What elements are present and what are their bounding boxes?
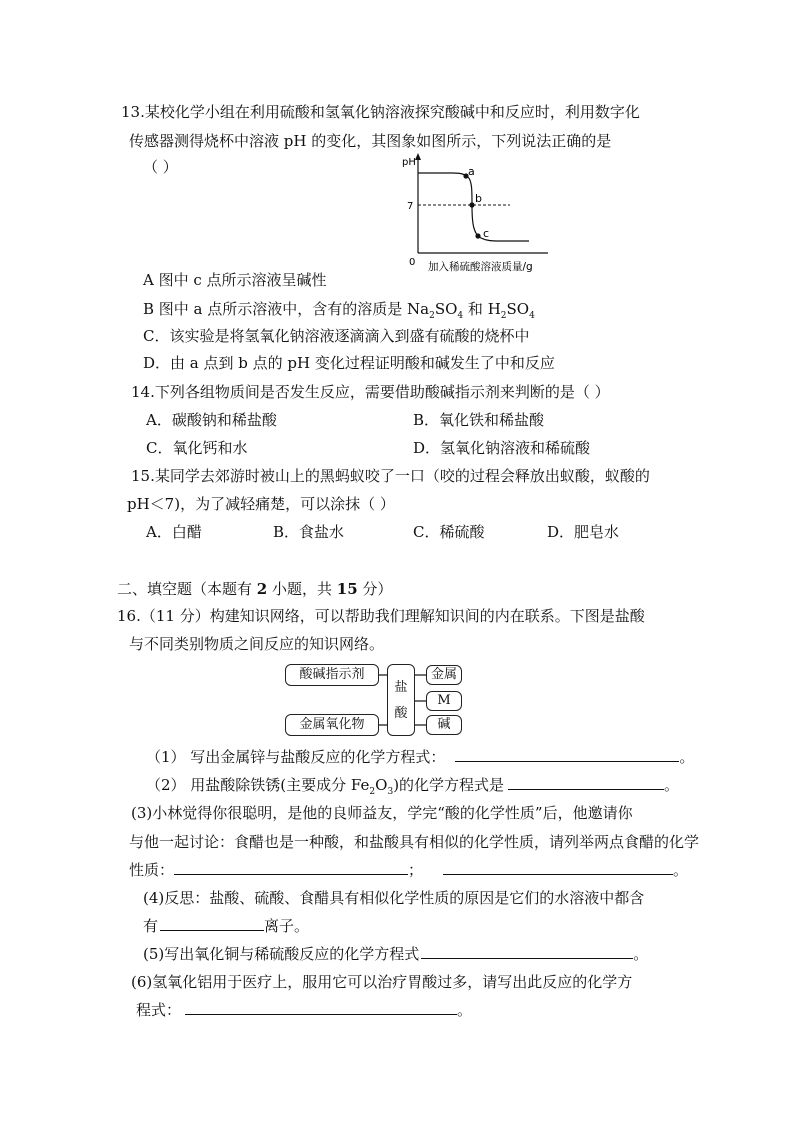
q13-stem-line1: 13.某校化学小组在利用硫酸和氢氧化钠溶液探究酸碱中和反应时，利用数字化 bbox=[121, 103, 640, 121]
q16-part-6-line1: (6)氢氧化铝用于医疗上，服用它可以治疗胃酸过多，请写出此反应的化学方 bbox=[131, 973, 633, 991]
q13-option-b bbox=[143, 298, 535, 327]
q16-part-3-blank-1[interactable] bbox=[174, 860, 408, 875]
q13-answer-paren: （ ） bbox=[143, 158, 178, 176]
q15-stem-line2: pH＜7)，为了减轻痛楚，可以涂抹（ ） bbox=[127, 495, 395, 513]
ph-chart-y-arrow bbox=[415, 153, 421, 160]
q16-part-1-blank[interactable] bbox=[455, 747, 679, 762]
q16-part-2-text-post: )的化学方程式是 bbox=[393, 776, 505, 794]
q16-part-5-text: (5)写出氧化铜与稀硫酸反应的化学方程式 bbox=[143, 945, 420, 963]
q16-stem-line1: 16.（11 分）构建知识网络，可以帮助我们理解知识间的内在联系。下图是盐酸 bbox=[117, 607, 645, 625]
ph-chart bbox=[398, 150, 558, 275]
q16-part-3-line1: (3)小林觉得你很聪明，是他的良师益友，学完“酸的化学性质”后，他邀请你 bbox=[131, 804, 633, 822]
network-hydrochloric-acid bbox=[387, 664, 415, 736]
q13-stem-line2: 传感器测得烧杯中溶液 pH 的变化，其图象如图所示，下列说法正确的是 bbox=[129, 132, 612, 150]
q16-part-3-line3 bbox=[129, 859, 688, 881]
network-metal-oxide: 金属氧化物 bbox=[285, 714, 379, 736]
q14-stem: 14.下列各组物质间是否发生反应，需要借助酸碱指示剂来判断的是（ ） bbox=[131, 383, 610, 401]
ph-chart-point-b bbox=[469, 202, 474, 207]
q15-option-b: B．食盐水 bbox=[273, 523, 345, 541]
q16-part-4-line2 bbox=[143, 915, 309, 937]
q14-option-c: C．氧化钙和水 bbox=[146, 439, 248, 457]
section-2-count: 2 bbox=[256, 580, 268, 598]
sub-4b: 4 bbox=[529, 311, 535, 321]
q16-part-2-blank[interactable] bbox=[508, 775, 664, 790]
formula-and: 和 H bbox=[463, 300, 501, 318]
ph-chart-label-c: c bbox=[483, 227, 490, 240]
q16-part-1 bbox=[146, 746, 694, 768]
q14-option-b: B．氧化铁和稀盐酸 bbox=[413, 411, 545, 429]
q16-part-2-end: 。 bbox=[664, 776, 680, 794]
q16-part-3-end: 。 bbox=[673, 861, 689, 879]
section-2-heading-pre: 二、填空题（本题有 bbox=[117, 580, 257, 598]
q16-part-6-line2 bbox=[136, 999, 472, 1021]
q16-part-4-blank[interactable] bbox=[160, 916, 264, 931]
q16-part-4-post: 离子。 bbox=[264, 917, 310, 935]
q13-option-d: D．由 a 点到 b 点的 pH 变化过程证明酸和碱发生了中和反应 bbox=[143, 354, 555, 372]
network-acid-base-indicator: 酸碱指示剂 bbox=[285, 664, 379, 686]
q16-part-5-end: 。 bbox=[633, 945, 649, 963]
network-base: 碱 bbox=[426, 715, 462, 735]
q14-option-d: D．氢氧化钠溶液和稀硫酸 bbox=[413, 439, 591, 457]
q13-option-b-text: B 图中 a 点所示溶液中，含有的溶质是 Na bbox=[143, 300, 430, 318]
ph-chart-xlabel: 加入稀硫酸溶液质量/g bbox=[428, 261, 533, 273]
q16-part-5 bbox=[143, 943, 648, 965]
ph-chart-label-b: b bbox=[475, 192, 482, 205]
q16-part-5-blank[interactable] bbox=[421, 944, 633, 959]
ph-chart-tick-7: 7 bbox=[407, 201, 414, 212]
q15-option-c: C．稀硫酸 bbox=[413, 523, 485, 541]
sub-4: 4 bbox=[457, 311, 464, 321]
q16-part-4-pre: 有 bbox=[143, 917, 159, 935]
sub-2c: 2 bbox=[369, 787, 376, 797]
formula-so2: SO bbox=[506, 300, 530, 318]
formula-o: O bbox=[375, 776, 388, 794]
sub-2: 2 bbox=[429, 311, 435, 321]
network-metal: 金属 bbox=[426, 665, 462, 685]
sub-3: 3 bbox=[387, 787, 394, 797]
q16-part-6-label: 程式： bbox=[136, 1001, 182, 1019]
section-2-points: 15 bbox=[336, 580, 358, 598]
q15-option-a: A．白醋 bbox=[146, 523, 202, 541]
network-acid-char-2: 酸 bbox=[394, 706, 408, 721]
q16-part-1-text: （1） 写出金属锌与盐酸反应的化学方程式： bbox=[146, 748, 446, 766]
q16-part-2 bbox=[146, 774, 679, 803]
q14-option-a: A．碳酸钠和稀盐酸 bbox=[146, 411, 277, 429]
ph-chart-ylabel: pH bbox=[402, 157, 416, 168]
section-2-heading bbox=[117, 578, 392, 600]
q16-part-2-text: （2） 用盐酸除铁锈(主要成分 Fe bbox=[146, 776, 370, 794]
q16-part-3-line2: 与他一起讨论：食醋也是一种酸，和盐酸具有相似的化学性质，请列举两点食醋的化学 bbox=[129, 833, 700, 851]
ph-chart-label-a: a bbox=[468, 165, 475, 178]
q16-part-4-line1: (4)反思：盐酸、硫酸、食醋具有相似化学性质的原因是它们的水溶液中都含 bbox=[143, 889, 645, 907]
q16-part-6-end: 。 bbox=[457, 1001, 473, 1019]
ph-chart-point-c bbox=[475, 233, 480, 238]
formula-so: SO bbox=[434, 300, 458, 318]
network-acid-char-1: 盐 bbox=[394, 680, 408, 695]
q16-part-3-blank-2[interactable] bbox=[443, 860, 673, 875]
q16-part-1-end: 。 bbox=[679, 748, 695, 766]
q13-option-c: C．该实验是将氢氧化钠溶液逐滴滴入到盛有硫酸的烧杯中 bbox=[143, 327, 530, 345]
section-2-heading-post: 分） bbox=[357, 580, 393, 598]
network-m: M bbox=[426, 691, 462, 711]
q15-stem-line1: 15.某同学去郊游时被山上的黑蚂蚁咬了一口（咬的过程会释放出蚁酸，蚁酸的 bbox=[131, 467, 650, 485]
q16-part-3-sep: ； bbox=[408, 861, 424, 879]
section-2-heading-mid: 小题，共 bbox=[267, 580, 337, 598]
q16-part-6-blank[interactable] bbox=[185, 1000, 457, 1015]
q13-option-a: A 图中 c 点所示溶液呈碱性 bbox=[143, 271, 327, 289]
q16-part-3-label: 性质： bbox=[129, 861, 175, 879]
sub-2b: 2 bbox=[500, 311, 507, 321]
q16-stem-line2: 与不同类别物质之间反应的知识网络。 bbox=[129, 635, 385, 653]
q15-option-d: D．肥皂水 bbox=[547, 523, 620, 541]
ph-chart-origin: 0 bbox=[409, 257, 416, 268]
